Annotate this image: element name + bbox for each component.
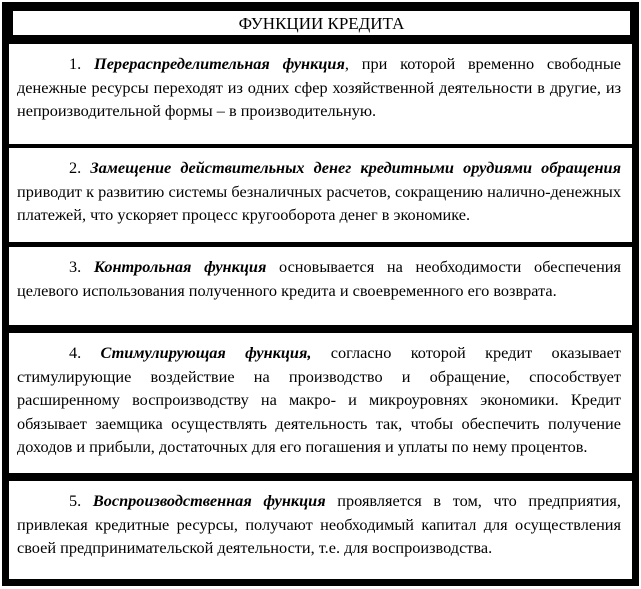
function-term: Замещение действительных денег кредитными орудиями обращения — [90, 158, 621, 177]
function-description: , при которой временно свободные денежные ресурсы переходят из одних сфер хозяйственной деятельности в другие, из непроизводительной формы – в производительную. — [17, 54, 621, 120]
diagram-title: ФУНКЦИИ КРЕДИТА — [12, 10, 631, 36]
function-term: Перераспределительная функция — [94, 54, 345, 73]
credit-function-5 — [9, 481, 632, 579]
function-description: проявляется в том, что предприятия, привлекая кредитные ресурсы, получают необходимый капитал для осуществления своей предпринимательской деятельности, т.е. для воспроизводства. — [17, 491, 621, 557]
function-number: 3. — [69, 257, 82, 276]
credit-function-4 — [9, 333, 632, 473]
credit-function-2 — [9, 148, 632, 242]
credit-function-1 — [9, 44, 632, 144]
function-term: Воспроизводственная функция — [92, 491, 326, 510]
function-number: 4. — [69, 343, 82, 362]
function-number: 1. — [69, 54, 82, 73]
function-paragraph — [17, 255, 621, 302]
credit-function-3 — [9, 247, 632, 325]
function-term: Стимулирующая функция, — [100, 343, 312, 362]
function-paragraph — [17, 489, 621, 560]
function-description: приводит к развитию системы безналичных расчетов, сокращению налично-денежных платежей, что ускоряет процесс кругооборота денег в экономике. — [17, 181, 621, 224]
function-number: 2. — [69, 158, 82, 177]
function-term: Контрольная функция — [93, 257, 267, 276]
function-paragraph — [17, 52, 621, 123]
function-description: согласно которой кредит оказывает стимулирующие воздействие на производство и обращение, способствует расширенному воспроизводству на макро- и микроуровнях экономики. Кредит обязывает заемщика осуществлять деятельность так, чтобы обеспечить получение доходов и прибыли, достаточных для его погашения и уплаты по нему процентов. — [17, 343, 621, 456]
function-paragraph — [17, 341, 621, 459]
function-paragraph — [17, 156, 621, 227]
function-number: 5. — [69, 491, 82, 510]
function-description: основывается на необходимости обеспечения целевого использования полученного кредита и своевременного его возврата. — [17, 257, 621, 300]
